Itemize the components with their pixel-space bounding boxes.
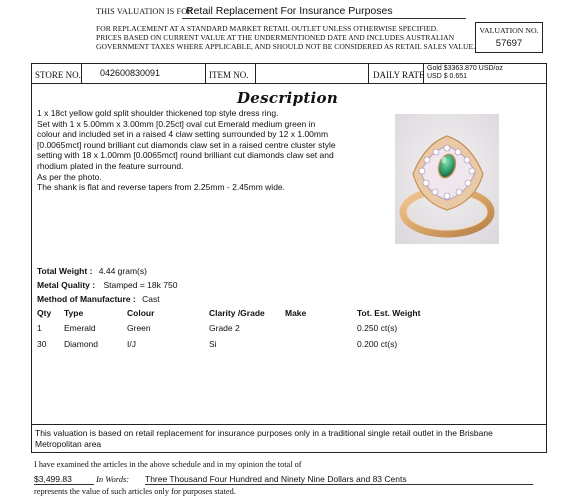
emerald-glint	[442, 157, 447, 164]
total-amount: $3,499.83	[34, 474, 94, 485]
description-line: [0.0065mct] round brilliant cut diamonds claw set in a raised centre cluster style	[37, 139, 336, 150]
item-no-cell	[206, 64, 256, 83]
description-body	[37, 108, 377, 193]
valuation-form	[31, 63, 547, 453]
header-prefix: THIS VALUATION IS FOR	[96, 7, 193, 16]
certification-statement: I have examined the articles in the above schedule and in my opinion the total of	[34, 460, 302, 469]
table-cell-qty: 1	[37, 323, 42, 333]
description-line: setting with 18 x 1.00mm [0.0065mct] round brilliant cut diamonds claw set and	[37, 150, 334, 161]
table-cell-weight: 0.250 ct(s)	[357, 323, 398, 333]
description-line: Set with 1 x 5.00mm x 3.00mm [0.25ct] oval cut Emerald medium green in	[37, 118, 316, 129]
description-line: As per the photo.	[37, 171, 102, 182]
store-no-cell	[32, 64, 82, 83]
description-line: 1 x 18ct yellow gold split shoulder thickened top style dress ring.	[37, 108, 279, 118]
manufacture-method-label: Method of Manufacture :	[37, 294, 136, 304]
description-line: The shank is flat and reverse tapers from 2.25mm - 2.45mm wide.	[37, 182, 286, 193]
valuation-footnote: This valuation is based on retail replacement for insurance purposes only in a traditional single retail outlet in the Brisbane Metropolitan area	[35, 428, 493, 449]
col-make-header: Make	[285, 308, 307, 318]
total-weight-value: 4.44 gram(s)	[98, 266, 147, 276]
table-cell-type: Diamond	[64, 339, 99, 349]
in-words-label: In Words:	[96, 474, 130, 484]
metal-quality-row	[37, 280, 177, 290]
store-no-value: 042600830091	[100, 68, 161, 78]
metal-quality-label: Metal Quality :	[37, 280, 96, 290]
footnote-box	[32, 424, 546, 453]
total-weight-label: Total Weight :	[37, 266, 93, 276]
table-cell-clarity: Si	[209, 339, 217, 349]
table-cell-weight: 0.200 ct(s)	[357, 339, 398, 349]
form-topbar	[32, 64, 546, 84]
ring-photo	[395, 114, 499, 244]
header-line: FOR REPLACEMENT AT A STANDARD MARKET RETAIL OUTLET UNLESS OTHERWISE SPECIFIED.	[96, 24, 438, 33]
amount-in-words: Three Thousand Four Hundred and Ninety Nine Dollars and 83 Cents	[145, 474, 533, 485]
daily-rate-cell	[369, 64, 424, 83]
header-rule	[182, 18, 466, 19]
table-cell-qty: 30	[37, 339, 47, 349]
manufacture-method-row	[37, 294, 160, 304]
table-cell-colour: Green	[127, 323, 151, 333]
header-purpose: Retail Replacement For Insurance Purposes	[186, 5, 393, 17]
gold-rate: Gold $3363.870 USD/oz	[427, 65, 503, 72]
description-line: colour and included set in a raised 4 claw setting surrounded by 12 x 1.00mm	[37, 129, 329, 140]
col-colour-header: Colour	[127, 308, 155, 318]
daily-rate-label: DAILY RATE	[373, 70, 425, 80]
valuation-number-box	[475, 22, 543, 53]
daily-rate-values	[427, 65, 503, 81]
manufacture-method-value: Cast	[142, 294, 160, 304]
metal-quality-value: Stamped = 18k 750	[103, 280, 178, 290]
usd-rate: USD $ 0.651	[427, 73, 468, 80]
table-cell-clarity: Grade 2	[209, 323, 240, 333]
item-no-value-cell	[256, 64, 369, 83]
certification-closing: represents the value of such articles only for purposes stated.	[34, 487, 236, 496]
header-line: PRICES BASED ON CURRENT VALUE AT THE UNDERMENTIONED DATE AND INCLUDES AUSTRALIAN	[96, 33, 455, 43]
header-conditions	[96, 24, 475, 52]
header-line: GOVERNMENT TAXES WHERE APPLICABLE, AND SHOULD NOT BE CONSIDERED AS RETAIL SALES VALUE.	[96, 42, 476, 52]
col-clarity-header: Clarity /Grade	[209, 308, 265, 318]
table-cell-colour: I/J	[127, 339, 136, 349]
store-no-value-cell	[82, 64, 206, 83]
total-weight-row	[37, 266, 147, 276]
valuation-number: 57697	[495, 38, 523, 49]
description-title: Description	[237, 89, 339, 107]
store-no-label: STORE NO.	[35, 70, 81, 80]
col-qty-header: Qty	[37, 308, 52, 318]
table-cell-type: Emerald	[64, 323, 96, 333]
col-type-header: Type	[64, 308, 84, 318]
valuation-number-label: VALUATION NO.	[479, 26, 539, 35]
description-line: rhodium plated in the feature surround.	[37, 160, 184, 171]
item-no-label: ITEM NO.	[209, 70, 249, 80]
col-weight-header: Tot. Est. Weight	[357, 308, 421, 318]
